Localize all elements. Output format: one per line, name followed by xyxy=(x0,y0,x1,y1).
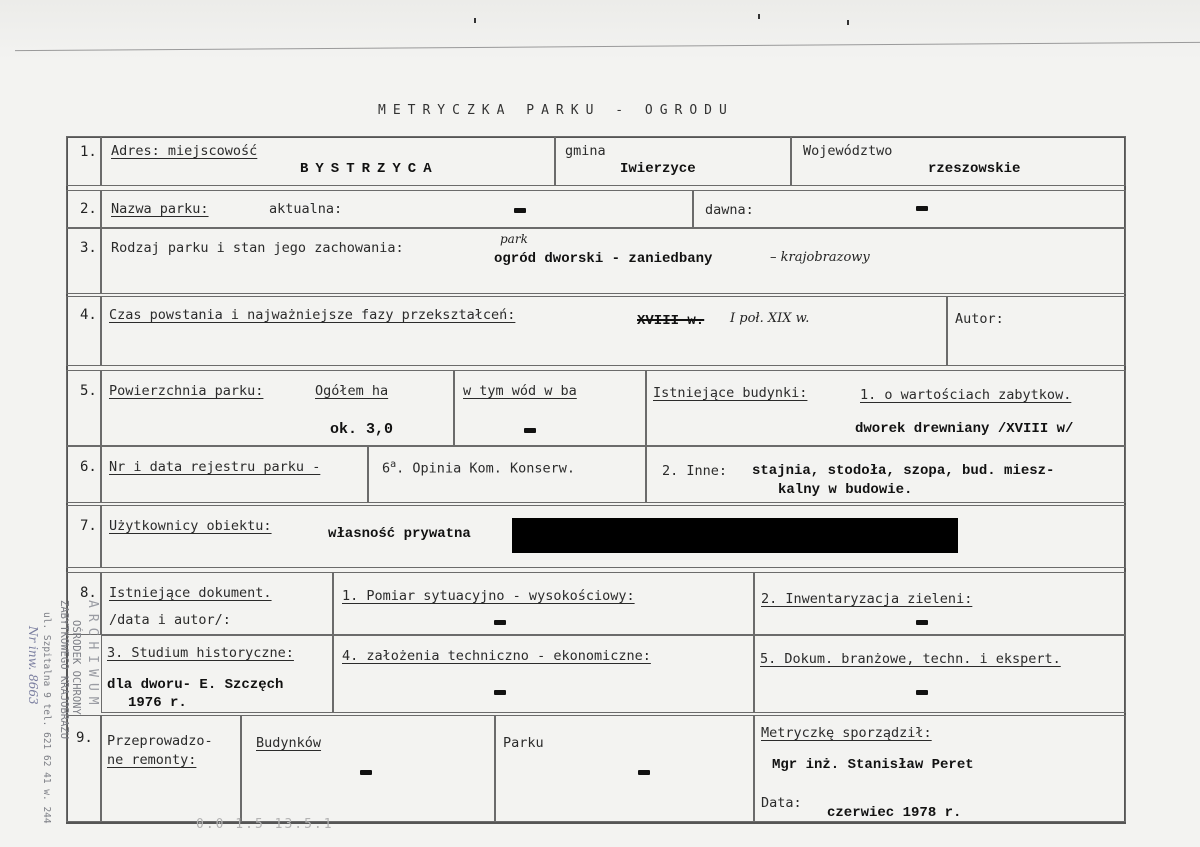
other-buildings-value-line2: kalny w budowie. xyxy=(778,482,913,498)
handwritten-addition: – krajobrazowy xyxy=(770,250,870,265)
empty-value-dash xyxy=(360,770,372,775)
history-study-value-line1: dla dworu- E. Szczęch xyxy=(107,677,284,693)
users-value: własność prywatna xyxy=(328,526,471,542)
scan-mark xyxy=(474,18,476,23)
opinion-text: . Opinia Kom. Konserw. xyxy=(396,460,575,477)
inventory-number-handwritten: Nr inw. 8663 xyxy=(26,626,40,705)
empty-value-dash xyxy=(524,428,536,433)
register-label: Nr i data rejestru parku - xyxy=(109,459,321,475)
row-number: 3. xyxy=(80,240,97,256)
redaction-block xyxy=(512,518,958,553)
row-number-cell xyxy=(66,228,101,294)
opinion-superscript: a xyxy=(390,459,397,470)
archive-stamp-line: OŚRODEK OCHRONY xyxy=(70,620,82,715)
park-repairs-label: Parku xyxy=(503,735,544,751)
empty-value-dash xyxy=(916,206,928,211)
other-buildings-label: 2. Inne: xyxy=(662,463,728,479)
empty-value-dash xyxy=(638,770,650,775)
empty-value-dash xyxy=(494,690,506,695)
water-area-label: w tym wód w ba xyxy=(463,383,577,399)
repairs-cell xyxy=(101,715,241,822)
buildings-repairs-label: Budynków xyxy=(256,735,322,751)
empty-value-dash xyxy=(494,620,506,625)
area-cell xyxy=(101,370,454,446)
users-label: Użytkownicy obiektu: xyxy=(109,518,272,534)
creation-time-struck-value: XVIII w. xyxy=(637,313,705,329)
archive-stamp-title: ARCHIWUM xyxy=(85,600,100,711)
scan-mark xyxy=(758,14,760,19)
author-label: Autor: xyxy=(955,311,1004,327)
monument-buildings-label: 1. o wartościach zabytkow. xyxy=(860,387,1072,403)
empty-value-dash xyxy=(916,690,928,695)
row-number: 8. xyxy=(80,585,97,601)
branch-docs-label: 5. Dokum. branżowe, techn. i ekspert. xyxy=(760,651,1061,667)
total-area-label: Ogółem ha xyxy=(315,383,389,399)
prepared-by-label: Metryczkę sporządził: xyxy=(761,725,932,741)
archive-stamp-line: ZABYTKOWEGO KRAJOBRAZU xyxy=(58,600,70,740)
documents-label-line2: /data i autor/: xyxy=(109,612,231,628)
locality-value: BYSTRZYCA xyxy=(300,161,439,177)
park-type-label: Rodzaj parku i stan jego zachowania: xyxy=(111,240,404,256)
date-value: czerwiec 1978 r. xyxy=(827,805,962,821)
park-repairs-cell xyxy=(495,715,754,822)
row-number: 2. xyxy=(80,201,97,217)
date-label: Data: xyxy=(761,795,802,811)
park-type-value: ogród dworski - zaniedbany xyxy=(494,251,713,267)
gmina-label: gmina xyxy=(565,143,606,159)
handwritten-insert: park xyxy=(500,232,528,246)
row-number-cell xyxy=(66,370,101,446)
archive-stamp-address: ul. Szpitalna 9 tel. 621 62 41 w. 244 xyxy=(41,612,52,824)
prepared-by-value: Mgr inż. Stanisław Peret xyxy=(772,757,974,773)
monument-buildings-value: dworek drewniany /XVIII w/ xyxy=(855,421,1074,437)
repairs-label-line2: ne remonty: xyxy=(107,752,197,768)
repairs-label-line1: Przeprowadzo- xyxy=(107,733,213,749)
history-study-value-line2: 1976 r. xyxy=(128,695,187,711)
opinion-number: 6 xyxy=(382,460,391,477)
former-name-label: dawna: xyxy=(705,202,754,218)
current-name-label: aktualna: xyxy=(269,201,343,217)
scan-mark xyxy=(847,20,849,25)
row-number: 4. xyxy=(80,307,97,323)
author-cell xyxy=(947,296,1126,366)
buildings-repairs-cell xyxy=(241,715,495,822)
former-name-cell xyxy=(693,190,1126,228)
document-title: METRYCZKA PARKU - OGRODU xyxy=(378,103,734,118)
history-study-label: 3. Studium historyczne: xyxy=(107,645,294,661)
other-buildings-value-line1: stajnia, stodoła, szopa, bud. miesz- xyxy=(752,463,1055,479)
row-number-cell xyxy=(66,505,101,568)
row-number: 7. xyxy=(80,518,97,534)
voivodeship-value: rzeszowskie xyxy=(928,161,1021,177)
handwritten-correction: I poł. XIX w. xyxy=(730,311,810,326)
scan-margin xyxy=(0,0,1200,60)
voivodeship-label: Województwo xyxy=(803,143,893,159)
survey-label: 1. Pomiar sytuacyjno - wysokościowy: xyxy=(342,588,635,604)
row-number: 1. xyxy=(80,144,97,160)
address-label: Adres: miejscowość xyxy=(111,143,258,159)
total-area-value: ok. 3,0 xyxy=(330,421,394,438)
area-label: Powierzchnia parku: xyxy=(109,383,264,399)
row-number: 6. xyxy=(80,459,97,475)
branch-docs-cell xyxy=(754,635,1126,713)
technical-label: 4. założenia techniczno - ekonomiczne: xyxy=(342,648,651,664)
existing-buildings-label: Istniejące budynki: xyxy=(653,385,808,401)
row-number: 5. xyxy=(80,383,97,399)
creation-time-label: Czas powstania i najważniejsze fazy przekształceń: xyxy=(109,307,516,323)
technical-cell xyxy=(333,635,754,713)
empty-value-dash xyxy=(916,620,928,625)
documents-label-line1: Istniejące dokument. xyxy=(109,585,272,601)
water-area-cell xyxy=(454,370,646,446)
inventory-label: 2. Inwentaryzacja zieleni: xyxy=(761,591,973,607)
bleed-through-mark: 0.0 1.5 13.5.1 xyxy=(196,817,334,832)
opinion-label xyxy=(382,459,575,477)
park-name-label: Nazwa parku: xyxy=(111,201,209,217)
gmina-value: Iwierzyce xyxy=(620,161,696,177)
row-number: 9. xyxy=(76,730,93,746)
empty-value-dash xyxy=(514,208,526,213)
